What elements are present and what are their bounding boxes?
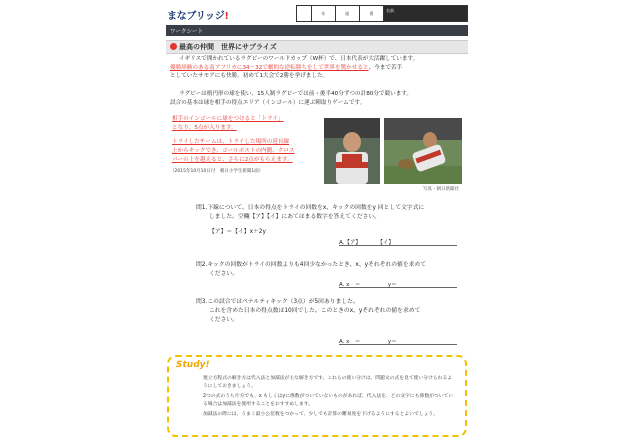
study-heading: Study! [176,360,210,370]
intro-line-2-rest: 、今まで苦手 [368,64,403,71]
q2-line-2: ください。 [209,271,238,277]
study-box [167,355,467,437]
q1-line-1: 問1.下線について、日本の得点をトライの回数をx、キックの回数をy 回として文字式に [196,205,425,211]
q1-formula: 【ア】＝【イ】x＋2y [209,229,266,235]
student-id-box[interactable] [296,5,468,22]
id-cell-name[interactable]: 名前 [384,6,467,21]
id-cell-class[interactable]: 組 [336,6,360,21]
rugby-player-image-2 [384,118,462,184]
q3-line-3: ください。 [209,317,238,323]
study-paragraph-3: 加減法の際には、うまく最小公倍数をつかって、少しでも計算の難易度を下げるようにするとよいでしょう。 [203,412,438,418]
rugby-photo-1 [324,118,380,184]
intro-underline: 優勝経験のある南アフリカに34－32で劇的な逆転勝ちをして世界を驚かせると [170,64,369,71]
q2-line-1: 問2.キックの回数がトライの回数よりも4回少なかったとき、x、yそれぞれの値を求めて [196,262,427,268]
note-try-1: 相手のインゴールに球をつけると「トライ」 [172,116,284,122]
q2-answer-line[interactable]: A. x ＝ y＝ [339,280,457,288]
rules-line-2: 試合の基本は球を相手の得点エリア（インゴール）に運ぶ陣取りゲームです。 [170,99,366,106]
q1-line-2: しました。空欄【ア】【イ】にあてはまる数字を答えてください。 [209,214,381,220]
question-1 [196,204,466,237]
id-cell-blank[interactable] [297,6,312,21]
logo-text: まなブリッジ [167,11,225,22]
intro-paragraph [170,55,465,81]
note-kick-1: トライしたチームは、トライした場所の延長線 [172,139,290,145]
worksheet-bar [166,25,468,36]
rules-paragraph [170,90,465,107]
note-kick-3: バーの上を越えると、さらに2点がもらえます。 [172,157,293,163]
rugby-photo-2 [384,118,462,184]
logo-bang: ! [224,11,229,22]
id-cell-grade[interactable]: 年 [312,6,336,21]
intro-line-3: としていたサモアにも快勝。初めて1大会で2勝を挙げました。 [170,73,329,80]
note-try-2: となり、5点が入ります。 [172,125,237,131]
photo-caption: 写真・朝日新聞社 [423,187,459,192]
q3-line-1: 問3.この試合ではペナルティキック（3点）が5回ありました。 [196,299,359,305]
q3-line-2: これを含めた日本の得点数は10回でした。このときのx、yそれぞれの値を求めて [209,308,421,314]
scoring-notes [172,115,322,165]
news-source: （2015年10月10日付 朝日小学生新聞1面） [170,169,264,174]
question-3 [196,298,466,325]
section-title: 最高の仲間 世界にサプライズ [179,43,277,51]
study-paragraph-2: 2つの式のうち片方でも、x もしくはyに係数がついていないものがあれば、代入法を、どの文字にも係数がついている場合は加減法を使用することをおすすめします。 [203,394,454,407]
intro-line-2 [170,64,465,73]
brand-logo [167,4,241,22]
question-2 [196,261,466,279]
rules-line-1: ラグビーは楕円形の球を使い、15人制ラグビーでは前・後半40分ずつの計80分で競います。 [179,91,413,97]
intro-line-1: イギリスで開かれているラグビーのワールドカップ（W杯）で、日本代表が大活躍しています。 [179,56,419,62]
q1-answer-line[interactable]: A.【ア】 【イ】 [339,238,457,246]
id-cell-number[interactable]: 番 [360,6,384,21]
section-title-bar [166,40,468,54]
study-paragraph-1: 連立方程式の解き方は代入法と加減法が主な解き方です。これらの使い分けは、問題文の式を見て使い分けられるようにしておきましょう。 [203,376,453,389]
note-kick-2: 上からキックでき、ゴールポストの内側、クロス [172,148,295,154]
bullet-icon [170,43,177,50]
worksheet-label: ワークシート [170,29,204,35]
q3-answer-line[interactable]: A. x ＝ y＝ [339,337,457,345]
study-body [203,375,455,419]
rugby-player-image-1 [324,118,380,184]
